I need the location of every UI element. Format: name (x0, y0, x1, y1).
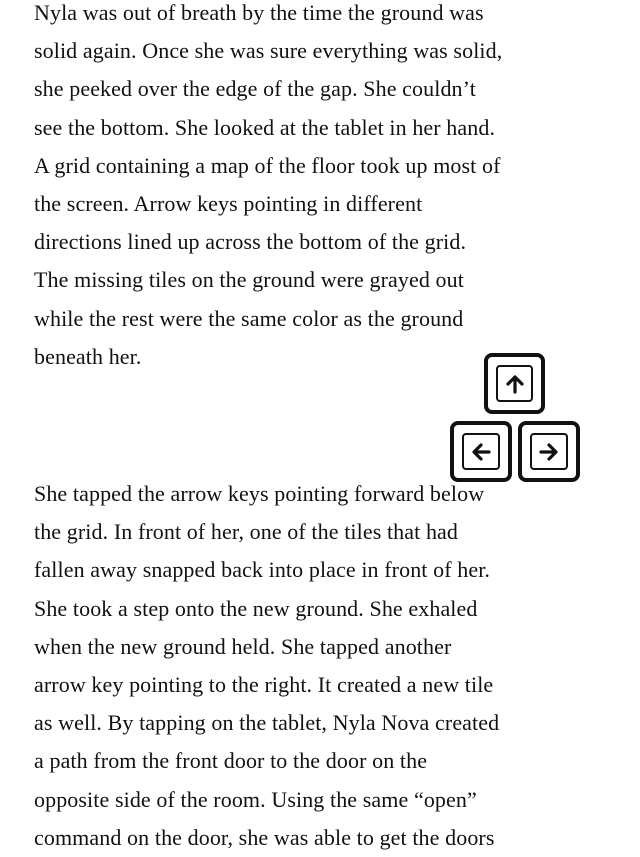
text-line: the grid. In front of her, one of the tiles that had (34, 519, 459, 545)
text-line: She tapped the arrow keys pointing forward below (34, 481, 485, 506)
text-line: Nyla was out of breath by the time the ground was (34, 0, 484, 25)
arrow-right-icon (538, 441, 560, 463)
arrow-left-icon (470, 441, 492, 463)
arrow-key-left (450, 421, 512, 482)
paragraph-2 (34, 475, 634, 857)
text-line: the screen. Arrow keys pointing in different (34, 190, 423, 216)
text-line: The missing tiles on the ground were grayed out (34, 267, 464, 293)
text-line: solid again. Once she was sure everything was solid, (34, 38, 503, 64)
text-line: while the rest were the same color as the ground (34, 305, 464, 331)
arrow-key-right (518, 421, 580, 482)
text-line: She took a step onto the new ground. She exhaled (34, 595, 478, 621)
text-line: a path from the front door to the door on the (34, 748, 428, 774)
text-line: command on the door, she was able to get the doors (34, 824, 495, 850)
arrow-up-icon (504, 373, 526, 395)
text-line: she peeked over the edge of the gap. She couldn’t (34, 76, 476, 102)
text-line: see the bottom. She looked at the tablet in her hand. (34, 114, 496, 140)
text-line: opposite side of the room. Using the same “open” (34, 786, 477, 812)
text-line: as well. By tapping on the tablet, Nyla Nova created (34, 710, 500, 736)
text-line: when the new ground held. She tapped another (34, 633, 452, 659)
text-line: directions lined up across the bottom of the grid. (34, 229, 467, 255)
text-line: fallen away snapped back into place in front of her. (34, 557, 491, 583)
key-face (496, 365, 533, 402)
paragraph-1 (34, 0, 634, 376)
arrow-key-up (484, 353, 545, 414)
text-line: A grid containing a map of the floor took up most of (34, 152, 501, 178)
text-line: beneath her. (34, 343, 142, 369)
text-line: arrow key pointing to the right. It created a new tile (34, 671, 494, 697)
key-face (530, 433, 568, 470)
key-face (462, 433, 500, 470)
